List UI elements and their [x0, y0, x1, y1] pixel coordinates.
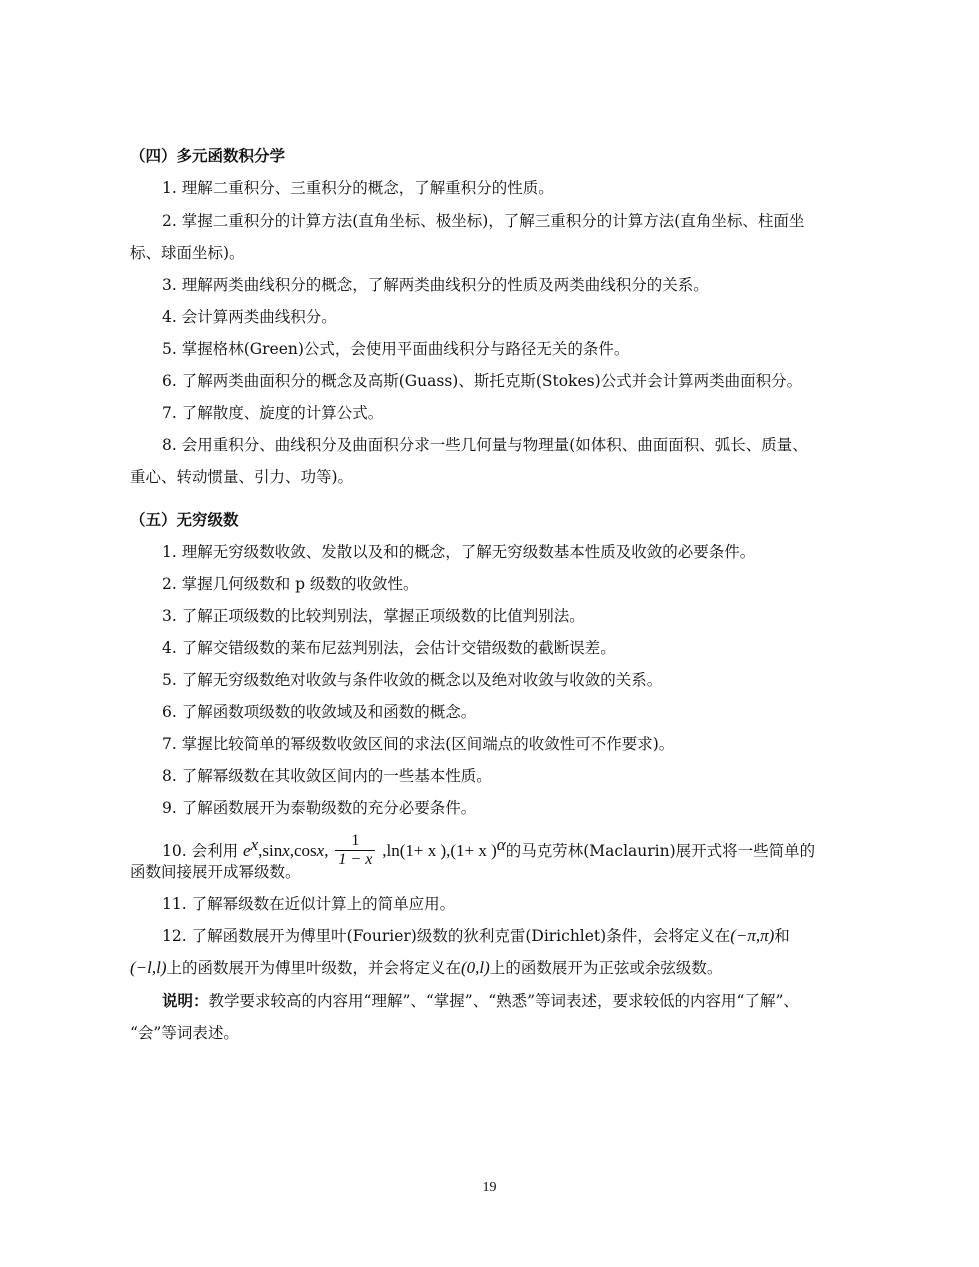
note-text-1: 教学要求较高的内容用“理解”、“掌握”、“熟悉”等词表述，要求较低的内容用“了解”、 [208, 992, 799, 1010]
section-4-item-8: 8. 会用重积分、曲线积分及曲面积分求一些几何量与物理量(如体积、曲面面积、弧长、质量、 [162, 436, 808, 454]
section-4-item-8-cont: 重心、转动惯量、引力、功等)。 [130, 468, 354, 486]
item-10-prefix: 10. 会利用 [162, 842, 239, 861]
section-5-heading: （五）无穷级数 [130, 511, 239, 529]
section-5-item-10-cont: 函数间接展开成幂级数。 [130, 863, 301, 881]
section-4-item-6: 6. 了解两类曲面积分的概念及高斯(Guass)、斯托克斯(Stokes)公式并会计算两类曲面积分。 [162, 372, 803, 390]
item-12-text: 12. 了解函数展开为傅里叶(Fourier)级数的狄利克雷(Dirichlet)条件，会将定义在 [162, 927, 731, 945]
item-12-and: 和 [774, 927, 790, 945]
section-4-item-4: 4. 会计算两类曲线积分。 [162, 308, 337, 326]
section-5-item-8: 8. 了解幂级数在其收敛区间内的一些基本性质。 [162, 767, 492, 785]
exp-base: e [243, 841, 251, 861]
sin-arg: x [282, 841, 290, 861]
section-5-item-7: 7. 掌握比较简单的幂级数收敛区间的求法(区间端点的收敛性可不作要求)。 [162, 735, 675, 753]
section-5-item-3: 3. 了解正项级数的比较判别法，掌握正项级数的比值判别法。 [162, 607, 585, 625]
alpha-power: α [496, 835, 506, 854]
section-5-item-12-cont [130, 958, 722, 978]
section-5-item-6: 6. 了解函数项级数的收敛域及和函数的概念。 [162, 703, 477, 721]
section-5-item-4: 4. 了解交错级数的莱布尼兹判别法，会估计交错级数的截断误差。 [162, 639, 616, 657]
page-number: 19 [482, 1180, 497, 1195]
cos-arg: x [316, 841, 325, 861]
section-5-item-1: 1. 理解无穷级数收敛、发散以及和的概念，了解无穷级数基本性质及收敛的必要条件。 [162, 543, 756, 561]
note-line-1 [162, 991, 799, 1011]
section-4-item-7: 7. 了解散度、旋度的计算公式。 [162, 404, 384, 422]
fraction [335, 832, 375, 869]
section-5-item-5: 5. 了解无穷级数绝对收敛与条件收敛的概念以及绝对收敛与收敛的关系。 [162, 671, 663, 689]
note-label: 说明： [162, 992, 209, 1010]
interval-0-l: (0,l) [461, 958, 490, 977]
section-5-item-2: 2. 掌握几何级数和 p 级数的收敛性。 [162, 575, 419, 593]
item-10-suffix: 的马克劳林(Maclaurin)展开式将一些简单的 [505, 842, 816, 861]
section-4-item-3: 3. 理解两类曲线积分的概念，了解两类曲线积分的性质及两类曲线积分的关系。 [162, 276, 709, 294]
section-5-item-11: 11. 了解幂级数在近似计算上的简单应用。 [162, 895, 456, 913]
comma: , [324, 841, 329, 861]
section-5-item-12 [162, 926, 790, 946]
item-12-end: 上的函数展开为正弦或余弦级数。 [489, 959, 723, 977]
fraction-numerator: 1 [335, 832, 375, 851]
section-5-item-9: 9. 了解函数展开为泰勒级数的充分必要条件。 [162, 799, 477, 817]
section-4-item-2-cont: 标、球面坐标)。 [130, 244, 245, 262]
interval-pi: (−π,π) [730, 926, 775, 945]
section-4-item-2: 2. 掌握二重积分的计算方法(直角坐标、极坐标)，了解三重积分的计算方法(直角坐标、柱面坐 [162, 212, 805, 230]
note-line-2: “会”等词表述。 [130, 1024, 239, 1042]
ln-terms: ,ln(1+ x ),(1+ x ) [382, 841, 497, 861]
cos-label: ,cos [289, 841, 317, 861]
interval-l: (−l,l) [130, 958, 167, 977]
exp-power: x [250, 835, 259, 854]
section-4-heading: （四）多元函数积分学 [130, 147, 286, 165]
item-12-mid: 上的函数展开为傅里叶级数，并会将定义在 [166, 959, 462, 977]
section-4-item-1: 1. 理解二重积分、三重积分的概念，了解重积分的性质。 [162, 179, 554, 197]
fraction-denominator: 1 − x [338, 850, 373, 868]
section-4-item-5: 5. 掌握格林(Green)公式，会使用平面曲线积分与路径无关的条件。 [162, 340, 630, 358]
sin-label: ,sin [258, 841, 283, 861]
